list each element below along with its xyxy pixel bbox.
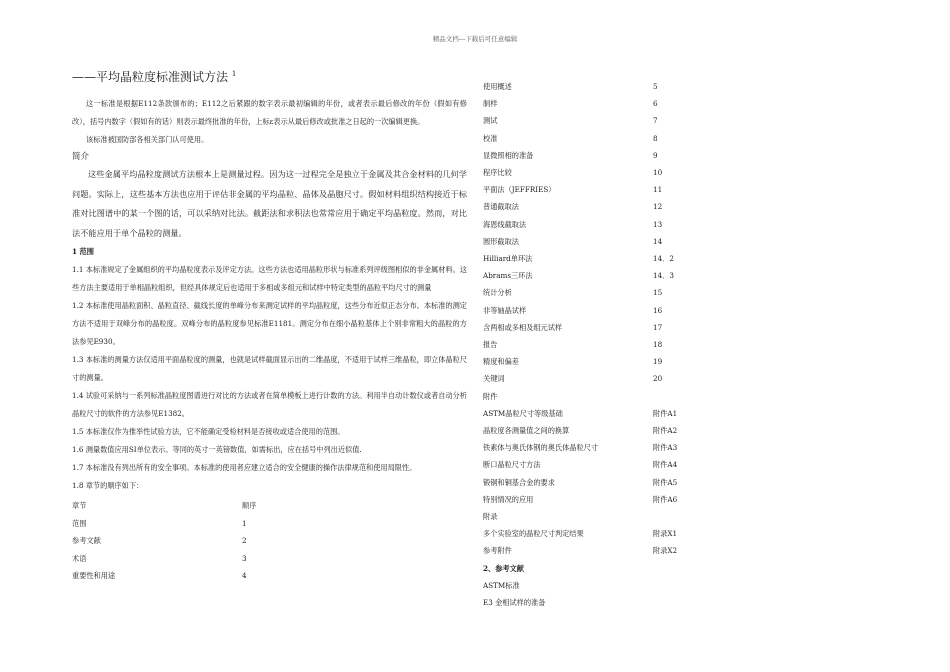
- table-row: [483, 198, 703, 215]
- table-cell-order: 附件A4: [653, 460, 678, 470]
- appendix-table: [483, 405, 703, 508]
- table-cell-chapter: 使用概述: [483, 82, 512, 91]
- table-row: [483, 439, 703, 456]
- table-cell-order: 3: [242, 553, 247, 563]
- table-cell-order: 6: [653, 99, 658, 109]
- title-text: ——平均晶粒度标准测试方法: [72, 70, 229, 84]
- appendix-label: 附件: [483, 391, 498, 401]
- references-line: E3 金相试样的准备: [483, 598, 546, 608]
- table-row: [483, 474, 703, 491]
- table-row: [483, 95, 703, 112]
- table-cell-chapter: 断口晶粒尺寸方法: [483, 460, 541, 470]
- scope-item-1-5: 1.5 本标准仅作为推举性试验方法，它不能确定受检材料是否接收或适合使用的范围。: [72, 427, 345, 436]
- table-cell-order: 14: [653, 236, 663, 246]
- table-cell-chapter: 报告: [483, 340, 498, 350]
- chapter-table: [72, 497, 467, 585]
- intro-paragraph-1: 这一标准是根据E112条款颁布的；E112之后紧跟的数字表示最初编辑的年份，或者表示最后修改的年份（假如有修改），括号内数字（假如有的话）则表示最终批准的年份，上标ε表示从最后修改或批准之日起的一次编辑更换。: [72, 99, 467, 126]
- table-row: [72, 567, 467, 585]
- references-heading: 2、参考文献: [483, 563, 524, 573]
- scope-item-1-7: 1.7 本标准没有列出所有的安全事项。本标准的使用者应建立适合的安全健康的操作法律规范和使用局限性。: [72, 463, 417, 472]
- scope-item-1-6: 1.6 测量数值应用SI单位表示。等同的英寸一英镑数值，如需标出，应在括号中列出近似值.: [72, 445, 362, 454]
- table-cell-chapter: 术语: [72, 553, 87, 563]
- table-cell-order: 附录X1: [653, 529, 678, 539]
- table-cell-order: 9: [653, 150, 658, 160]
- table-row: [483, 164, 703, 181]
- table-cell-order: 附件A1: [653, 408, 678, 418]
- table-cell-order: 19: [653, 357, 663, 367]
- table-row: [483, 112, 703, 129]
- table-header-order: 顺序: [242, 501, 257, 510]
- table-cell-order: 10: [653, 168, 663, 178]
- scope-item-1-8: 1.8 章节的顺序如下：: [72, 481, 144, 490]
- table-cell-chapter: 测试: [483, 116, 498, 126]
- table-cell-chapter: 非等轴晶试样: [483, 305, 527, 315]
- table-cell-order: 4: [242, 571, 247, 580]
- table-cell-order: 17: [653, 322, 663, 332]
- table-cell-order: 7: [653, 116, 658, 126]
- table-cell-order: 8: [653, 133, 658, 143]
- table-row: [72, 550, 467, 568]
- table-row: [483, 181, 703, 198]
- header-note: 精品文档---下载后可任意编辑: [432, 35, 518, 43]
- appendix2-label: 附录: [483, 512, 498, 522]
- table-row: [483, 542, 703, 559]
- table-cell-chapter: 校准: [483, 133, 498, 143]
- table-cell-order: 14．3: [653, 271, 674, 281]
- table-cell-chapter: 制样: [483, 99, 498, 109]
- document-title: [72, 66, 467, 85]
- references-line: ASTM标准: [483, 580, 520, 590]
- table-cell-chapter: 参考附件: [483, 546, 512, 556]
- scope-heading: 1 范围: [72, 247, 94, 256]
- table-cell-chapter: 关键词: [483, 374, 505, 384]
- chapter-table-continued: [483, 78, 703, 388]
- table-row: [72, 515, 467, 533]
- left-column: [72, 66, 467, 585]
- table-row: [483, 525, 703, 542]
- scope-item-1-3: 1.3 本标准的测量方法仅适用平面晶粒度的测量，也就是试样截面显示出的二维晶度，不适用于试样三维晶粒，即立体晶粒尺寸的测量。: [72, 355, 467, 382]
- table-cell-chapter: 平面法（JEFFRIES）: [483, 185, 556, 195]
- table-row: [483, 405, 703, 422]
- table-row: [483, 233, 703, 250]
- table-cell-chapter: 海恩线截取法: [483, 219, 527, 229]
- table-cell-chapter: 铁素体与奥氏体钢的奥氏体晶粒尺寸: [483, 443, 599, 453]
- table-cell-order: 附录X2: [653, 546, 678, 556]
- table-cell-chapter: 圆形截取法: [483, 236, 519, 246]
- table-cell-order: 附件A3: [653, 443, 678, 453]
- table-cell-chapter: 多个实验室的晶粒尺寸判定结果: [483, 529, 584, 539]
- table-row: [483, 370, 703, 387]
- table-cell-order: 18: [653, 340, 663, 350]
- table-row: [483, 353, 703, 370]
- table-cell-chapter: 显微照相的准备: [483, 150, 534, 160]
- table-cell-chapter: 晶粒度各测量值之间的换算: [483, 426, 570, 436]
- table-cell-order: 20: [653, 374, 663, 384]
- table-cell-chapter: Abrams三环法: [483, 271, 533, 281]
- table-cell-order: 16: [653, 305, 663, 315]
- table-cell-order: 11: [653, 185, 663, 195]
- table-header-chapter: 章节: [72, 501, 87, 510]
- table-cell-chapter: 统计分析: [483, 288, 512, 298]
- table-header-row: [72, 497, 467, 515]
- table-row: [483, 302, 703, 319]
- table-row: [483, 336, 703, 353]
- table-row: [483, 216, 703, 233]
- table-row: [483, 422, 703, 439]
- table-cell-chapter: 范围: [72, 518, 87, 528]
- table-cell-chapter: 含两相或多相及组元试样: [483, 322, 563, 332]
- table-cell-chapter: 普通截取法: [483, 202, 519, 212]
- table-cell-order: 15: [653, 288, 663, 298]
- table-cell-order: 13: [653, 219, 663, 229]
- table-cell-chapter: 程序比较: [483, 168, 512, 178]
- table-cell-chapter: 锻铜和铜基合金的要求: [483, 477, 555, 487]
- table-cell-order: 5: [653, 82, 658, 91]
- table-row: [72, 532, 467, 550]
- table-cell-chapter: 特别情况的应用: [483, 494, 534, 504]
- table-row: [483, 250, 703, 267]
- table-cell-order: 12: [653, 202, 663, 212]
- table-row: [483, 319, 703, 336]
- table-row: [483, 147, 703, 164]
- table-row: [483, 78, 703, 95]
- title-superscript: 1: [231, 70, 237, 78]
- intro-heading: 简介: [72, 152, 90, 162]
- table-row: [483, 456, 703, 473]
- scope-item-1-2: 1.2 本标准使用晶粒面积、晶粒直径、截线长度的单峰分布来测定试样的平均晶粒度，这些分布近似正态分布。本标准的测定方法不适用于双峰分布的晶粒度。双峰分布的晶粒度参见标准E1181。测定分布在细小晶粒基体上个别非常粗大的晶粒的方法参见E930。: [72, 301, 467, 346]
- scope-item-1-1: 1.1 本标准规定了金属组织的平均晶粒度表示及评定方法。这些方法也适用晶粒形状与标准系列评级图相似的非金属材料。这些方法主要适用于单相晶粒组织，但经具体规定后也适用于多相或多组元和试样中特定类型的晶粒平均尺寸的测量: [72, 265, 467, 292]
- intro-body: 这些金属平均晶粒度测试方法根本上是测量过程。因为这一过程完全是独立于金属及其合金材料的几何学问题。实际上，这些基本方法也应用于评估非金属的平均晶粒、晶体及晶胞尺寸。假如材料组织结构接近于标准对比图谱中的某一个图的话，可以采纳对比法。截距法和求积法也常常应用于确定平均晶粒度。然而，对比法不能应用于单个晶粒的测量。: [72, 169, 467, 238]
- table-cell-order: 2: [242, 536, 247, 545]
- intro-paragraph-2: 该标准被国防部各相关部门认可使用。: [86, 135, 209, 144]
- table-cell-order: 14．2: [653, 254, 674, 264]
- table-row: [483, 130, 703, 147]
- table-row: [483, 267, 703, 284]
- table-cell-chapter: ASTM晶粒尺寸等级基础: [483, 408, 563, 418]
- table-cell-chapter: Hilliard单环法: [483, 254, 533, 264]
- appendix2-table: [483, 525, 703, 559]
- table-row: [483, 284, 703, 301]
- right-column: [483, 78, 703, 611]
- table-cell-chapter: 参考文献: [72, 536, 101, 545]
- table-cell-order: 附件A2: [653, 426, 678, 436]
- table-cell-chapter: 重要性和用途: [72, 571, 116, 580]
- scope-item-1-4: 1.4 试验可采纳与一系列标准晶粒度图谱进行对比的方法或者在简单模板上进行计数的方法。利用半自动计数仪或者自动分析晶粒尺寸的软件的方法参见E1382。: [72, 391, 467, 418]
- table-cell-chapter: 精度和偏差: [483, 357, 519, 367]
- table-cell-order: 1: [242, 518, 247, 528]
- table-cell-order: 附件A5: [653, 477, 678, 487]
- table-row: [483, 491, 703, 508]
- table-cell-order: 附件A6: [653, 494, 678, 504]
